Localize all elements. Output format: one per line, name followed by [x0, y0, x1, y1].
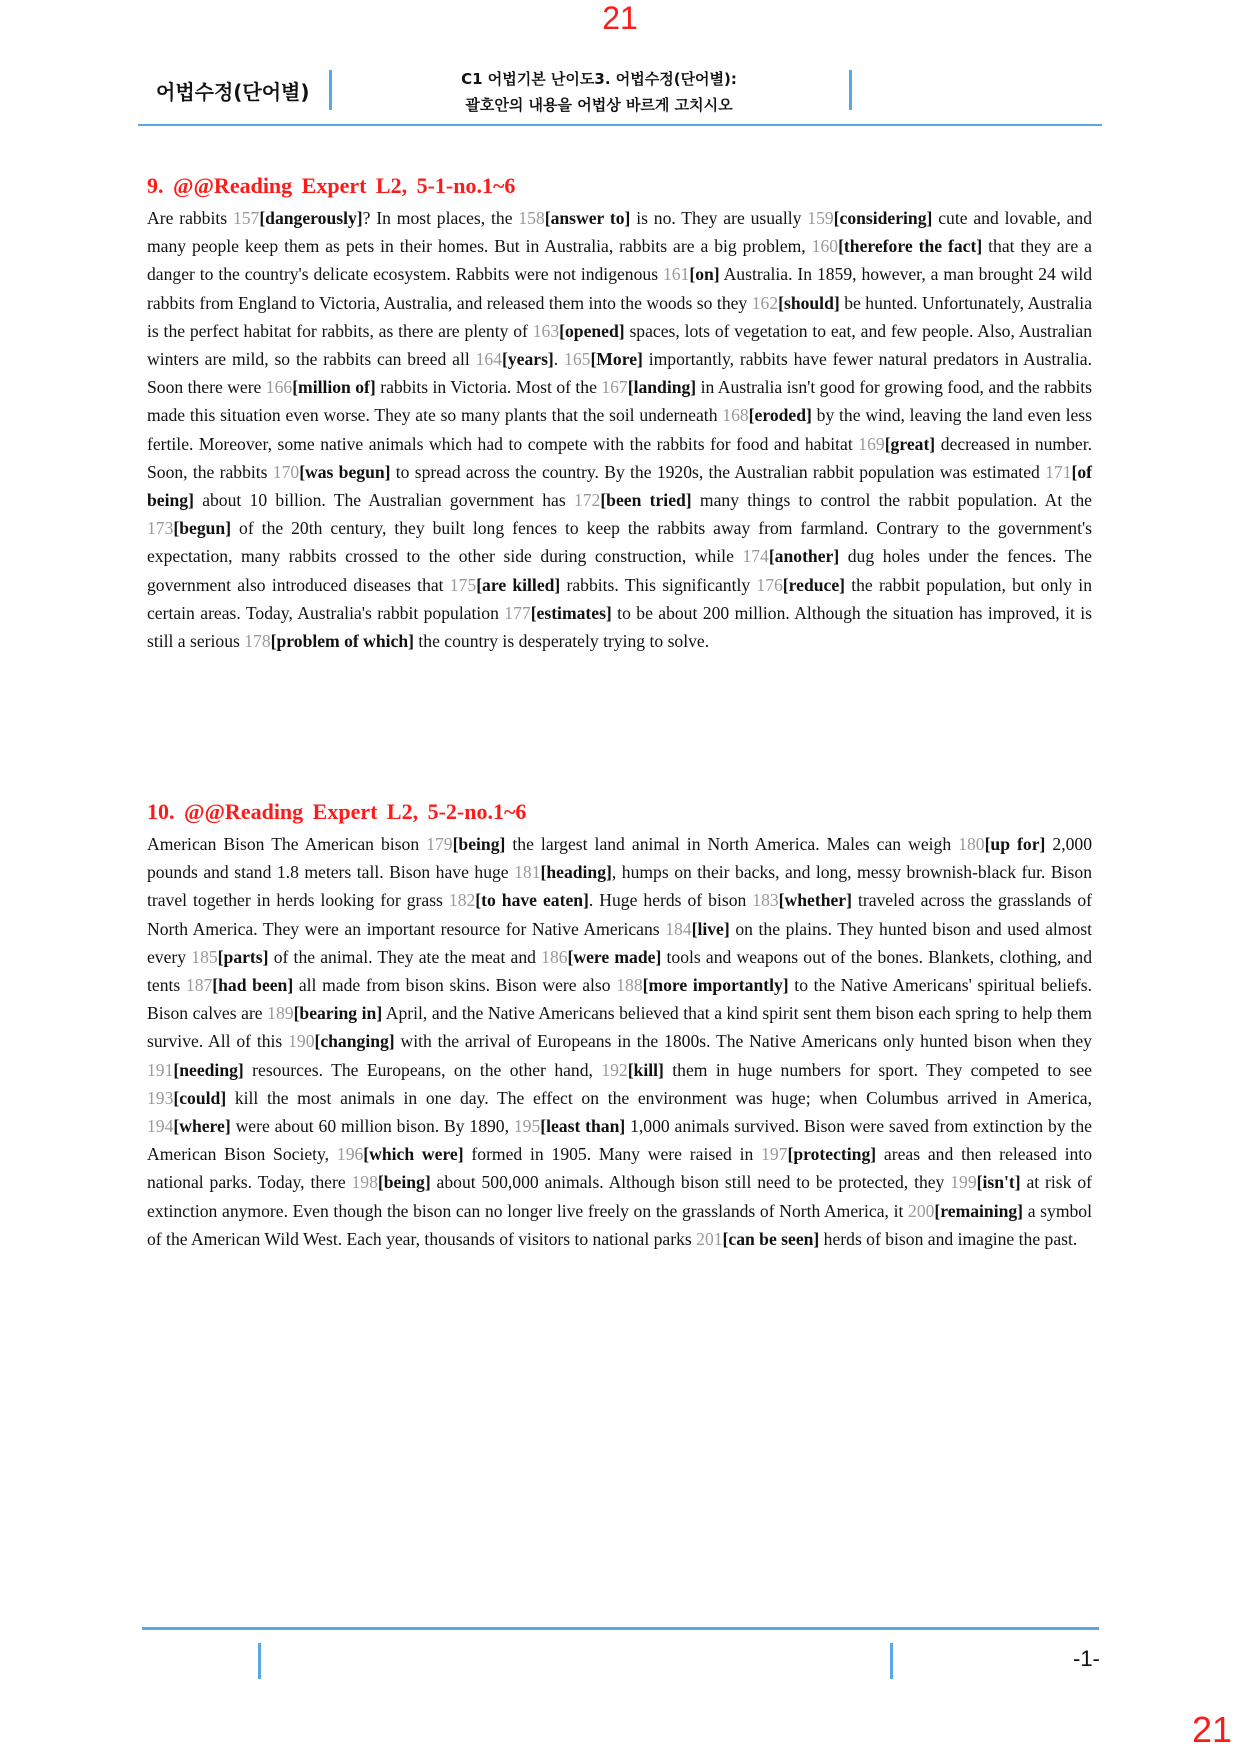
passage-fragment: them in huge numbers for sport. They competed to see	[663, 1059, 1092, 1080]
item-number: 157	[232, 208, 260, 228]
item-number: 181	[514, 862, 541, 883]
header-instruction-line1: C1 어법기본 난이도3. 어법수정(단어별):	[461, 70, 737, 88]
item-number: 159	[807, 208, 834, 228]
item-number: 172	[573, 490, 601, 511]
passage-fragment: with the arrival of Europeans in the 1800s. The Native Americans only hunted bison when they	[394, 1031, 1092, 1052]
bracketed-answer: [are killed]	[476, 574, 561, 595]
bracketed-answer: [being]	[377, 1172, 431, 1193]
bracketed-answer: [reduce]	[782, 574, 845, 595]
item-number: 179	[426, 834, 453, 854]
page-number-corner: 21	[1191, 1709, 1232, 1750]
section-9	[147, 172, 1092, 655]
bracketed-answer: [could]	[173, 1087, 227, 1108]
item-number: 178	[244, 631, 271, 652]
item-number: 173	[147, 518, 174, 539]
passage-fragment: ? In most places, the	[362, 208, 519, 228]
page-header	[138, 66, 1102, 126]
bracketed-answer: [million of]	[292, 377, 376, 398]
item-number: 177	[504, 602, 531, 623]
item-number: 201	[696, 1228, 723, 1249]
page-number-top: 21	[602, 0, 638, 36]
bracketed-answer: [More]	[590, 349, 643, 370]
bracketed-answer: [parts]	[217, 946, 269, 967]
passage-fragment: the country is desperately trying to solve.	[414, 631, 710, 652]
item-number: 194	[147, 1116, 174, 1137]
item-number: 191	[147, 1059, 174, 1080]
passage-fragment: American Bison The American bison	[147, 834, 427, 854]
bracketed-answer: [opened]	[559, 320, 625, 341]
passage-fragment: in Australia isn't good for growing food, and the rabbits made this situation even worse. They ate so many plants that the soil underneath	[147, 377, 1092, 426]
item-number: 185	[191, 946, 218, 967]
item-number: 190	[288, 1031, 315, 1052]
bracketed-answer: [were made]	[567, 946, 662, 967]
bracketed-answer: [great]	[884, 433, 936, 454]
item-number: 200	[908, 1200, 935, 1221]
passage-fragment: tools and weapons out of the bones. Blankets, clothing, and tents	[147, 946, 1092, 996]
passage-fragment: on the plains. They hunted bison and used almost every	[147, 918, 1092, 967]
bracketed-answer: [changing]	[314, 1031, 395, 1052]
passage-fragment: of the animal. They ate the meat and	[268, 946, 542, 967]
bracketed-answer: [on]	[689, 264, 720, 285]
passage-fragment: kill the most animals in one day. The effect on the environment was huge; when Columbus arrived in America,	[226, 1087, 1092, 1108]
passage-fragment: spaces, lots of vegetation to eat, and few people. Also, Australian winters are mild, so the rabbits can breed all	[147, 320, 1092, 370]
bracketed-answer: [estimates]	[530, 602, 612, 623]
footer-divider-right	[890, 1643, 893, 1679]
bracketed-answer: [up for]	[984, 834, 1046, 854]
passage-fragment: . Huge herds of bison	[588, 890, 753, 911]
item-number: 182	[448, 890, 476, 911]
bracketed-answer: [being]	[452, 834, 506, 854]
item-number: 180	[958, 834, 985, 854]
passage-fragment: all made from bison skins. Bison were also	[293, 975, 617, 996]
header-instruction	[334, 66, 864, 118]
item-number: 174	[742, 546, 769, 567]
passage-fragment: areas and then released into national parks. Today, there	[147, 1144, 1092, 1193]
passage-fragment: traveled across the grasslands of North America. They were an important resource for Native Americans	[147, 890, 1092, 939]
bracketed-answer: [protecting]	[787, 1144, 877, 1165]
bracketed-answer: [dangerously]	[259, 208, 363, 228]
item-number: 164	[475, 349, 503, 370]
item-number: 160	[811, 236, 839, 257]
item-number: 168	[722, 405, 749, 426]
item-number: 158	[518, 208, 545, 228]
bracketed-answer: [which were]	[363, 1144, 464, 1165]
item-number: 193	[147, 1087, 174, 1108]
item-number: 186	[541, 946, 568, 967]
bracketed-answer: [live]	[691, 918, 730, 939]
item-number: 192	[601, 1059, 628, 1080]
item-number: 165	[564, 349, 591, 370]
bracketed-answer: [can be seen]	[722, 1228, 820, 1249]
header-category: 어법수정(단어별)	[156, 80, 310, 104]
footer-rule	[142, 1627, 1099, 1630]
passage-fragment: the rabbit population, but only in certain areas. Today, Australia's rabbit population	[147, 574, 1092, 623]
item-number: 175	[449, 574, 477, 595]
bracketed-answer: [least than]	[540, 1116, 626, 1137]
passage-fragment: Australia. In 1859, however, a man brought 24 wild rabbits from England to Victoria, Australia, and released them into the woods so they	[147, 264, 1092, 313]
item-number: 195	[513, 1116, 541, 1137]
header-divider-left	[329, 70, 332, 110]
bracketed-answer: [been tried]	[600, 490, 692, 511]
item-number: 196	[336, 1144, 364, 1165]
passage-fragment: cute and lovable, and many people keep them as pets in their homes. But in Australia, rabbits are a big problem,	[147, 208, 1093, 257]
passage-fragment: rabbits. This significantly	[560, 574, 757, 595]
bracketed-answer: [had been]	[212, 975, 294, 996]
item-number: 188	[616, 975, 643, 996]
passage-fragment: .	[553, 349, 565, 370]
item-number: 183	[752, 890, 779, 911]
bracketed-answer: [more importantly]	[642, 975, 789, 996]
bracketed-answer: [was begun]	[299, 461, 391, 482]
passage-fragment: by the wind, leaving the land even less fertile. Moreover, some native animals which had to compete with the rabbits for food and habitat	[147, 405, 1092, 454]
item-number: 199	[950, 1172, 977, 1193]
passage-fragment: decreased in number. Soon, the rabbits	[147, 433, 1092, 482]
passage-fragment: herds of bison and imagine the past.	[819, 1228, 1078, 1249]
item-number: 184	[665, 918, 692, 939]
passage-fragment: 2,000 pounds and stand 1.8 meters tall. Bison have huge	[147, 834, 1093, 883]
bracketed-answer: [whether]	[778, 890, 852, 911]
bracketed-answer: [problem of which]	[270, 631, 414, 652]
item-number: 171	[1045, 461, 1072, 482]
passage-fragment: many things to control the rabbit population. At the	[691, 490, 1092, 511]
bracketed-answer: [years]	[502, 349, 554, 370]
item-number: 169	[858, 433, 885, 454]
section-title: 10. @@Reading Expert L2, 5-2-no.1~6	[147, 799, 527, 824]
item-number: 176	[756, 574, 783, 595]
bracketed-answer: [kill]	[627, 1059, 664, 1080]
item-number: 189	[267, 1003, 294, 1024]
bracketed-answer: [remaining]	[934, 1200, 1024, 1221]
bracketed-answer: [eroded]	[748, 405, 812, 426]
bracketed-answer: [to have eaten]	[475, 890, 589, 911]
bracketed-answer: [of being]	[147, 461, 1092, 511]
passage-fragment: importantly, rabbits have fewer natural predators in Australia. Soon there were	[147, 349, 1093, 398]
item-number: 161	[662, 264, 690, 285]
item-number: 162	[751, 292, 779, 313]
footer-page-number: -1-	[1073, 1646, 1100, 1671]
passage-fragment: to the Native Americans' spiritual beliefs. Bison calves are	[147, 975, 1092, 1024]
item-number: 170	[272, 461, 300, 482]
passage-fragment: resources. The Europeans, on the other hand,	[243, 1059, 602, 1080]
footer-divider-left	[258, 1643, 261, 1679]
item-number: 187	[185, 975, 213, 996]
passage-fragment: 1,000 animals survived. Bison were saved from extinction by the American Bison Society,	[147, 1116, 1092, 1165]
bracketed-answer: [isn't]	[976, 1172, 1021, 1193]
bracketed-answer: [should]	[778, 292, 840, 313]
passage-fragment: about 10 billion. The Australian government has	[193, 490, 574, 511]
bracketed-answer: [answer to]	[544, 208, 631, 228]
bracketed-answer: [another]	[768, 546, 840, 567]
bracketed-answer: [heading]	[540, 862, 612, 883]
bracketed-answer: [begun]	[173, 518, 232, 539]
passage-fragment: is no. They are usually	[630, 208, 808, 228]
passage-fragment: the largest land animal in North America. Males can weigh	[505, 834, 959, 854]
passage-text	[147, 830, 1092, 1253]
header-instruction-line2: 괄호안의 내용을 어법상 바르게 고치시오	[465, 96, 733, 114]
passage-text	[147, 204, 1092, 655]
passage-fragment: that they are a danger to the country's delicate ecosystem. Rabbits were not indigenous	[147, 236, 1092, 285]
section-title: 9. @@Reading Expert L2, 5-1-no.1~6	[147, 173, 516, 198]
passage-fragment: , humps on their backs, and long, messy brownish-black fur. Bison travel together in herds looking for grass	[147, 862, 1092, 911]
passage-fragment: a symbol of the American Wild West. Each year, thousands of visitors to national parks	[147, 1200, 1092, 1249]
passage-fragment: Are rabbits	[147, 208, 233, 228]
passage-fragment: about 500,000 animals. Although bison still need to be protected, they	[430, 1172, 951, 1193]
passage-fragment: to spread across the country. By the 1920s, the Australian rabbit population was estimated	[390, 461, 1046, 482]
item-number: 198	[351, 1172, 378, 1193]
bracketed-answer: [therefore the fact]	[838, 236, 983, 257]
passage-fragment: were about 60 million bison. By 1890,	[230, 1116, 514, 1137]
bracketed-answer: [landing]	[627, 377, 697, 398]
passage-fragment: dug holes under the fences. The government also introduced diseases that	[147, 546, 1092, 595]
section-10	[147, 798, 1092, 1253]
bracketed-answer: [bearing in]	[293, 1003, 383, 1024]
item-number: 167	[601, 377, 628, 398]
item-number: 197	[761, 1144, 788, 1165]
bracketed-answer: [where]	[173, 1116, 231, 1137]
passage-fragment: April, and the Native Americans believed that a kind spirit sent them bison each spring to help them survive. All of this	[147, 1003, 1092, 1052]
passage-fragment: rabbits in Victoria. Most of the	[375, 377, 602, 398]
item-number: 163	[532, 320, 560, 341]
passage-fragment: be hunted. Unfortunately, Australia is the perfect habitat for rabbits, as there are plenty of	[147, 292, 1093, 341]
passage-fragment: to be about 200 million. Although the situation has improved, it is still a serious	[147, 602, 1092, 652]
bracketed-answer: [needing]	[173, 1059, 244, 1080]
passage-fragment: formed in 1905. Many were raised in	[463, 1144, 762, 1165]
passage-fragment: at risk of extinction anymore. Even though the bison can no longer live freely on the grasslands of North America, it	[147, 1172, 1092, 1221]
passage-fragment: of the 20th century, they built long fences to keep the rabbits away from farmland. Contrary to the government's expectation, many rabbits crossed to the other side during construction, while	[147, 518, 1092, 567]
header-divider-right	[849, 70, 852, 110]
bracketed-answer: [considering]	[833, 208, 933, 228]
item-number: 166	[265, 377, 293, 398]
